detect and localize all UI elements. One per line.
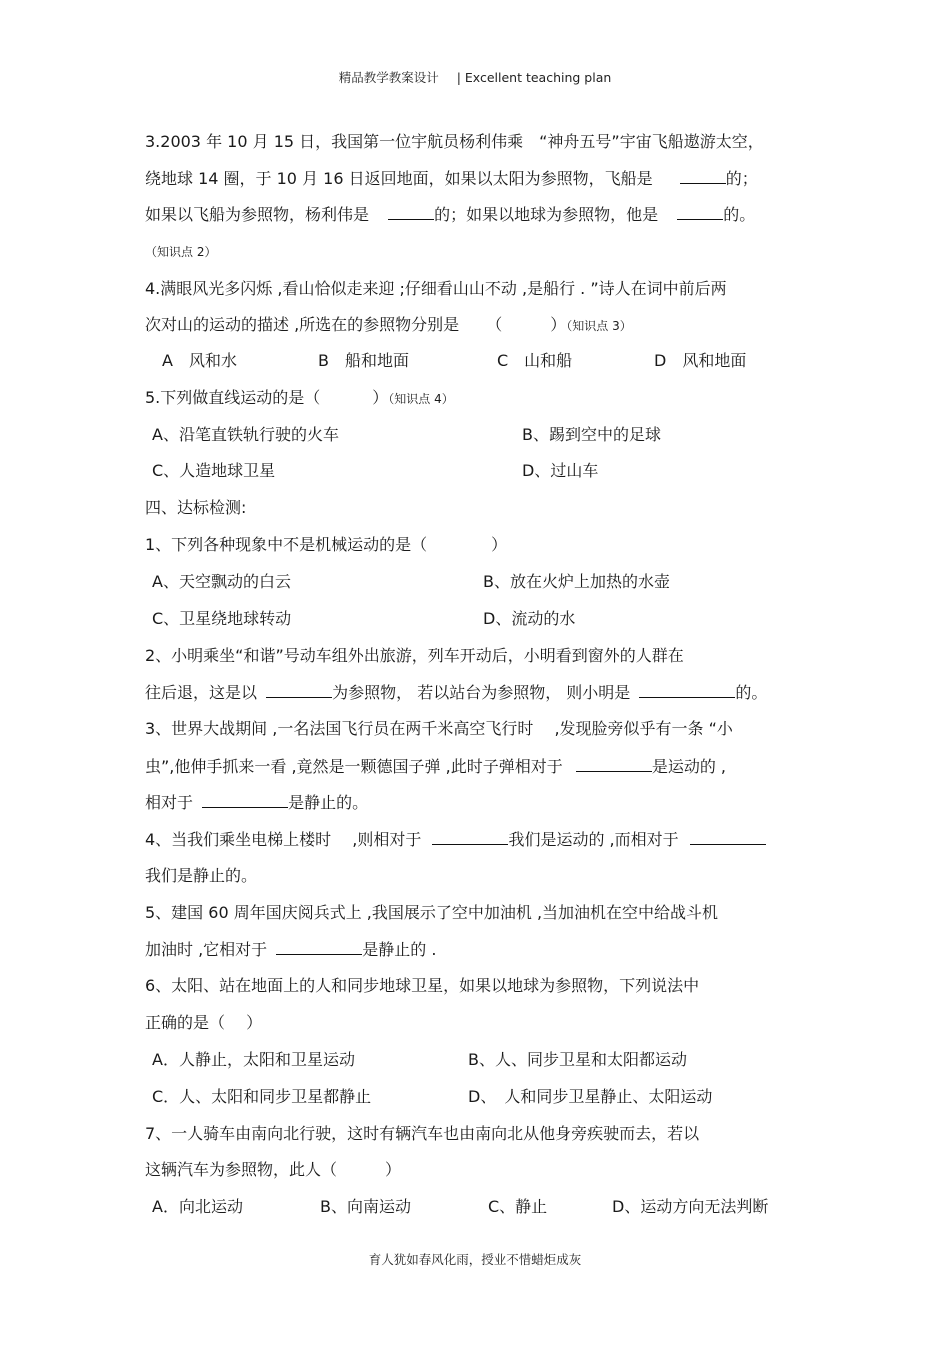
q5-line-1 bbox=[145, 387, 454, 410]
answer-blank[interactable] bbox=[432, 828, 508, 845]
q4-option-d: D 风和地面 bbox=[654, 351, 747, 370]
section-heading: 四、达标检测: bbox=[145, 498, 247, 517]
t3-line-3 bbox=[145, 791, 368, 814]
t6-option-d: D、 人和同步卫星静止、太阳运动 bbox=[468, 1087, 713, 1106]
header-title-cn: 精品教学教案设计 bbox=[338, 70, 439, 85]
t4-text: 4、当我们乘坐电梯上楼时 ,则相对于 bbox=[145, 830, 422, 849]
t4-line-1 bbox=[145, 828, 766, 851]
page-footer: 育人犹如春风化雨，授业不惜蜡炬成灰 bbox=[368, 1252, 582, 1267]
t5-line-2 bbox=[145, 938, 436, 961]
t5-line-1: 5、建国 60 周年国庆阅兵式上 ,我国展示了空中加油机 ,当加油机在空中给战斗机 bbox=[145, 903, 719, 922]
answer-blank[interactable] bbox=[388, 203, 434, 220]
answer-blank[interactable] bbox=[202, 791, 288, 808]
answer-paren[interactable]: ） bbox=[372, 388, 389, 407]
t7-line-1: 7、一人骑车由南向北行驶，这时有辆汽车也由南向北从他身旁疾驶而去，若以 bbox=[145, 1124, 700, 1143]
t6-option-a: A．人静止，太阳和卫星运动 bbox=[152, 1050, 355, 1069]
page-header bbox=[0, 68, 950, 86]
q3-text: 如果以飞船为参照物，杨利伟是 bbox=[145, 205, 370, 224]
answer-blank[interactable] bbox=[677, 203, 723, 220]
q4-option-b: B 船和地面 bbox=[318, 351, 409, 370]
answer-blank[interactable] bbox=[266, 681, 332, 698]
t7-option-b: B、向南运动 bbox=[320, 1197, 411, 1216]
t2-line-2 bbox=[145, 681, 767, 704]
t6-line-2: 正确的是（ ） bbox=[145, 1013, 263, 1032]
q5-option-c: C、人造地球卫星 bbox=[152, 461, 276, 480]
t3-text: 相对于 bbox=[145, 793, 194, 812]
t6-line-1: 6、太阳、站在地面上的人和同步地球卫星，如果以地球为参照物，下列说法中 bbox=[145, 976, 700, 995]
answer-blank[interactable] bbox=[276, 938, 362, 955]
t7-option-d: D、运动方向无法判断 bbox=[612, 1197, 769, 1216]
q5-option-d: D、过山车 bbox=[522, 461, 599, 480]
q3-line-1: 3.2003 年 10 月 15 日，我国第一位宇航员杨利伟乘 “神舟五号”宇宙飞船遨游太空， bbox=[145, 132, 764, 151]
t3-line-2 bbox=[145, 755, 726, 778]
q5-option-a: A、沿笔直铁轨行驶的火车 bbox=[152, 425, 339, 444]
q3-note: （知识点 2） bbox=[145, 245, 217, 259]
q3-text: 绕地球 14 圈，于 10 月 16 日返回地面，如果以太阳为参照物，飞船是 bbox=[145, 169, 653, 188]
t5-text: 加油时 ,它相对于 bbox=[145, 940, 268, 959]
t4-text: 我们是运动的 ,而相对于 bbox=[508, 830, 679, 849]
q3-line-2 bbox=[145, 167, 758, 190]
q4-text: 次对山的运动的描述 ,所选在的参照物分别是 bbox=[145, 315, 460, 334]
q5-text: 5.下列做直线运动的是（ bbox=[145, 388, 321, 407]
answer-paren[interactable]: （ ） bbox=[486, 315, 567, 334]
answer-blank[interactable] bbox=[680, 167, 726, 184]
q4-note: （知识点 3） bbox=[566, 319, 632, 333]
t7-line-2: 这辆汽车为参照物，此人（ ） bbox=[145, 1160, 402, 1179]
header-title-en: | Excellent teaching plan bbox=[456, 70, 612, 85]
t1-option-c: C、卫星绕地球转动 bbox=[152, 609, 292, 628]
t1-option-a: A、天空飘动的白云 bbox=[152, 572, 291, 591]
q3-line-3 bbox=[145, 203, 755, 226]
t6-option-b: B、人、同步卫星和太阳都运动 bbox=[468, 1050, 687, 1069]
answer-blank[interactable] bbox=[690, 828, 766, 845]
q3-text: 的； bbox=[725, 169, 758, 188]
q5-option-b: B、踢到空中的足球 bbox=[522, 425, 661, 444]
q4-option-c: C 山和船 bbox=[497, 351, 573, 370]
t3-text: 是静止的。 bbox=[288, 793, 369, 812]
q4-option-a: A 风和水 bbox=[162, 351, 237, 370]
t5-text: 是静止的 . bbox=[362, 940, 437, 959]
q5-note: （知识点 4） bbox=[388, 392, 454, 406]
q3-text: 的；如果以地球为参照物，他是 bbox=[434, 205, 659, 224]
t1-option-d: D、流动的水 bbox=[483, 609, 576, 628]
t6-option-c: C．人、太阳和同步卫星都静止 bbox=[152, 1087, 372, 1106]
answer-blank[interactable] bbox=[576, 755, 652, 772]
t4-line-2: 我们是静止的。 bbox=[145, 866, 258, 885]
answer-blank[interactable] bbox=[639, 681, 735, 698]
q4-line-1: 4.满眼风光多闪烁 ,看山恰似走来迎 ;仔细看山山不动 ,是船行 . ”诗人在词中前后两 bbox=[145, 279, 727, 298]
t3-text: 是运动的 , bbox=[651, 757, 727, 776]
t2-text: 往后退，这是以 bbox=[145, 683, 258, 702]
t2-line-1: 2、小明乘坐“和谐”号动车组外出旅游，列车开动后，小明看到窗外的人群在 bbox=[145, 646, 684, 665]
q4-line-2 bbox=[145, 314, 632, 337]
t2-text: 为参照物， 若以站台为参照物， 则小明是 bbox=[332, 683, 631, 702]
t1-option-b: B、放在火炉上加热的水壶 bbox=[483, 572, 670, 591]
t3-line-1: 3、世界大战期间 ,一名法国飞行员在两千米高空飞行时 ,发现脸旁似乎有一条 “小 bbox=[145, 719, 733, 738]
t2-text: 的。 bbox=[735, 683, 768, 702]
t7-option-a: A．向北运动 bbox=[152, 1197, 243, 1216]
q3-text: 的。 bbox=[723, 205, 756, 224]
t3-text: 虫”,他伸手抓来一看 ,竟然是一颗德国子弹 ,此时子弹相对于 bbox=[145, 757, 563, 776]
t7-option-c: C、静止 bbox=[488, 1197, 548, 1216]
t1-stem: 1、下列各种现象中不是机械运动的是（ ） bbox=[145, 535, 508, 554]
